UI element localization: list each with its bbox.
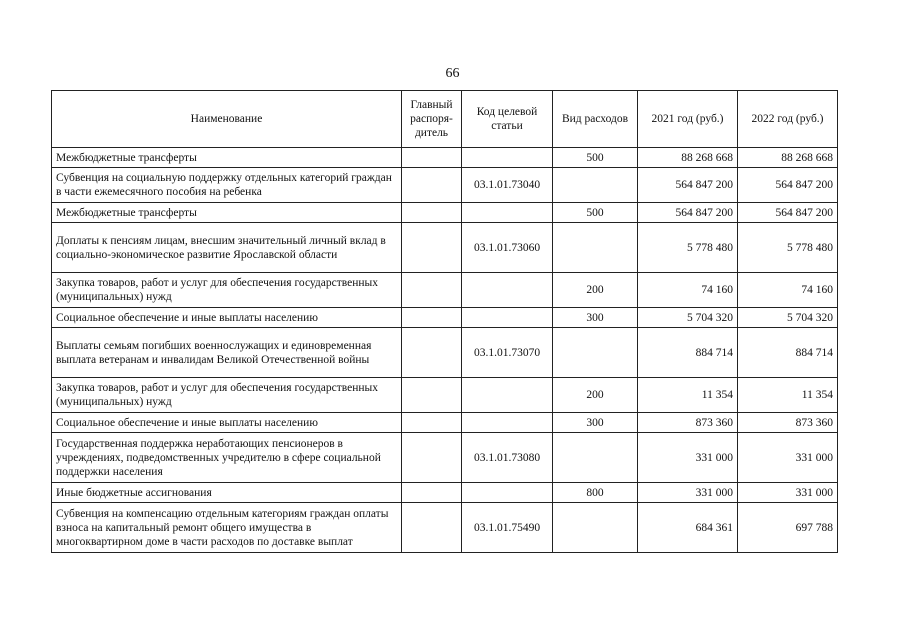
table-row xyxy=(52,433,838,483)
table-row xyxy=(52,168,838,203)
row-expense-type xyxy=(553,168,638,203)
row-expense-type: 300 xyxy=(553,308,638,328)
row-amount-2021: 74 160 xyxy=(638,273,738,308)
row-target-code xyxy=(462,308,553,328)
row-name: Межбюджетные трансферты xyxy=(52,148,402,168)
header-target-code: Код целевой статьи xyxy=(462,91,553,148)
row-manager xyxy=(402,328,462,378)
row-amount-2022: 88 268 668 xyxy=(738,148,838,168)
row-expense-type: 500 xyxy=(553,148,638,168)
row-amount-2021: 5 704 320 xyxy=(638,308,738,328)
row-amount-2022: 564 847 200 xyxy=(738,203,838,223)
table-row xyxy=(52,223,838,273)
row-amount-2021: 5 778 480 xyxy=(638,223,738,273)
row-expense-type: 500 xyxy=(553,203,638,223)
row-amount-2022: 11 354 xyxy=(738,378,838,413)
row-manager xyxy=(402,503,462,553)
row-manager xyxy=(402,148,462,168)
table-row xyxy=(52,413,838,433)
row-target-code xyxy=(462,203,553,223)
row-manager xyxy=(402,168,462,203)
row-target-code xyxy=(462,273,553,308)
row-amount-2022: 331 000 xyxy=(738,433,838,483)
row-amount-2022: 884 714 xyxy=(738,328,838,378)
row-name: Иные бюджетные ассигнования xyxy=(52,483,402,503)
row-manager xyxy=(402,433,462,483)
row-manager xyxy=(402,308,462,328)
row-amount-2021: 884 714 xyxy=(638,328,738,378)
row-amount-2021: 88 268 668 xyxy=(638,148,738,168)
row-expense-type: 800 xyxy=(553,483,638,503)
row-amount-2022: 5 778 480 xyxy=(738,223,838,273)
row-expense-type xyxy=(553,433,638,483)
row-manager xyxy=(402,483,462,503)
row-name: Социальное обеспечение и иные выплаты населению xyxy=(52,308,402,328)
row-amount-2021: 873 360 xyxy=(638,413,738,433)
row-amount-2022: 5 704 320 xyxy=(738,308,838,328)
table-row xyxy=(52,483,838,503)
header-year-2022: 2022 год (руб.) xyxy=(738,91,838,148)
row-name: Социальное обеспечение и иные выплаты населению xyxy=(52,413,402,433)
row-target-code xyxy=(462,378,553,413)
row-amount-2021: 331 000 xyxy=(638,483,738,503)
row-manager xyxy=(402,413,462,433)
row-amount-2022: 564 847 200 xyxy=(738,168,838,203)
row-expense-type: 200 xyxy=(553,378,638,413)
table-row xyxy=(52,203,838,223)
row-name: Доплаты к пенсиям лицам, внесшим значительный личный вклад в социально-экономическое развитие Ярославской области xyxy=(52,223,402,273)
row-amount-2021: 331 000 xyxy=(638,433,738,483)
row-name: Межбюджетные трансферты xyxy=(52,203,402,223)
row-expense-type xyxy=(553,503,638,553)
header-name: Наименование xyxy=(52,91,402,148)
header-expense-type: Вид расходов xyxy=(553,91,638,148)
row-manager xyxy=(402,378,462,413)
row-expense-type xyxy=(553,223,638,273)
row-target-code: 03.1.01.73080 xyxy=(462,433,553,483)
row-name: Субвенция на компенсацию отдельным категориям граждан оплаты взноса на капитальный ремонт общего имущества в многоквартирном доме в части расходов по доставке выплат xyxy=(52,503,402,553)
table-row xyxy=(52,308,838,328)
row-target-code xyxy=(462,483,553,503)
row-amount-2022: 331 000 xyxy=(738,483,838,503)
row-name: Государственная поддержка неработающих пенсионеров в учреждениях, подведомственных учредителю в сфере социальной поддержки населения xyxy=(52,433,402,483)
table-row xyxy=(52,148,838,168)
header-year-2021: 2021 год (руб.) xyxy=(638,91,738,148)
row-expense-type xyxy=(553,328,638,378)
row-expense-type: 200 xyxy=(553,273,638,308)
row-target-code: 03.1.01.75490 xyxy=(462,503,553,553)
row-target-code xyxy=(462,413,553,433)
row-manager xyxy=(402,203,462,223)
row-manager xyxy=(402,223,462,273)
row-expense-type: 300 xyxy=(553,413,638,433)
row-name: Закупка товаров, работ и услуг для обеспечения государственных (муниципальных) нужд xyxy=(52,273,402,308)
row-name: Выплаты семьям погибших военнослужащих и единовременная выплата ветеранам и инвалидам Великой Отечественной войны xyxy=(52,328,402,378)
table-header-row xyxy=(52,91,838,148)
table-row xyxy=(52,378,838,413)
row-amount-2022: 697 788 xyxy=(738,503,838,553)
table-row xyxy=(52,273,838,308)
table-row xyxy=(52,503,838,553)
row-name: Закупка товаров, работ и услуг для обеспечения государственных (муниципальных) нужд xyxy=(52,378,402,413)
row-amount-2021: 684 361 xyxy=(638,503,738,553)
row-manager xyxy=(402,273,462,308)
budget-table xyxy=(51,90,838,553)
row-target-code xyxy=(462,148,553,168)
row-target-code: 03.1.01.73040 xyxy=(462,168,553,203)
row-amount-2021: 564 847 200 xyxy=(638,168,738,203)
row-target-code: 03.1.01.73070 xyxy=(462,328,553,378)
table-row xyxy=(52,328,838,378)
page-number: 66 xyxy=(445,66,460,81)
row-amount-2022: 74 160 xyxy=(738,273,838,308)
row-target-code: 03.1.01.73060 xyxy=(462,223,553,273)
row-amount-2021: 564 847 200 xyxy=(638,203,738,223)
row-name: Субвенция на социальную поддержку отдельных категорий граждан в части ежемесячного пособия на ребенка xyxy=(52,168,402,203)
row-amount-2021: 11 354 xyxy=(638,378,738,413)
row-amount-2022: 873 360 xyxy=(738,413,838,433)
header-main-manager: Главный распоря-дитель xyxy=(402,91,462,148)
